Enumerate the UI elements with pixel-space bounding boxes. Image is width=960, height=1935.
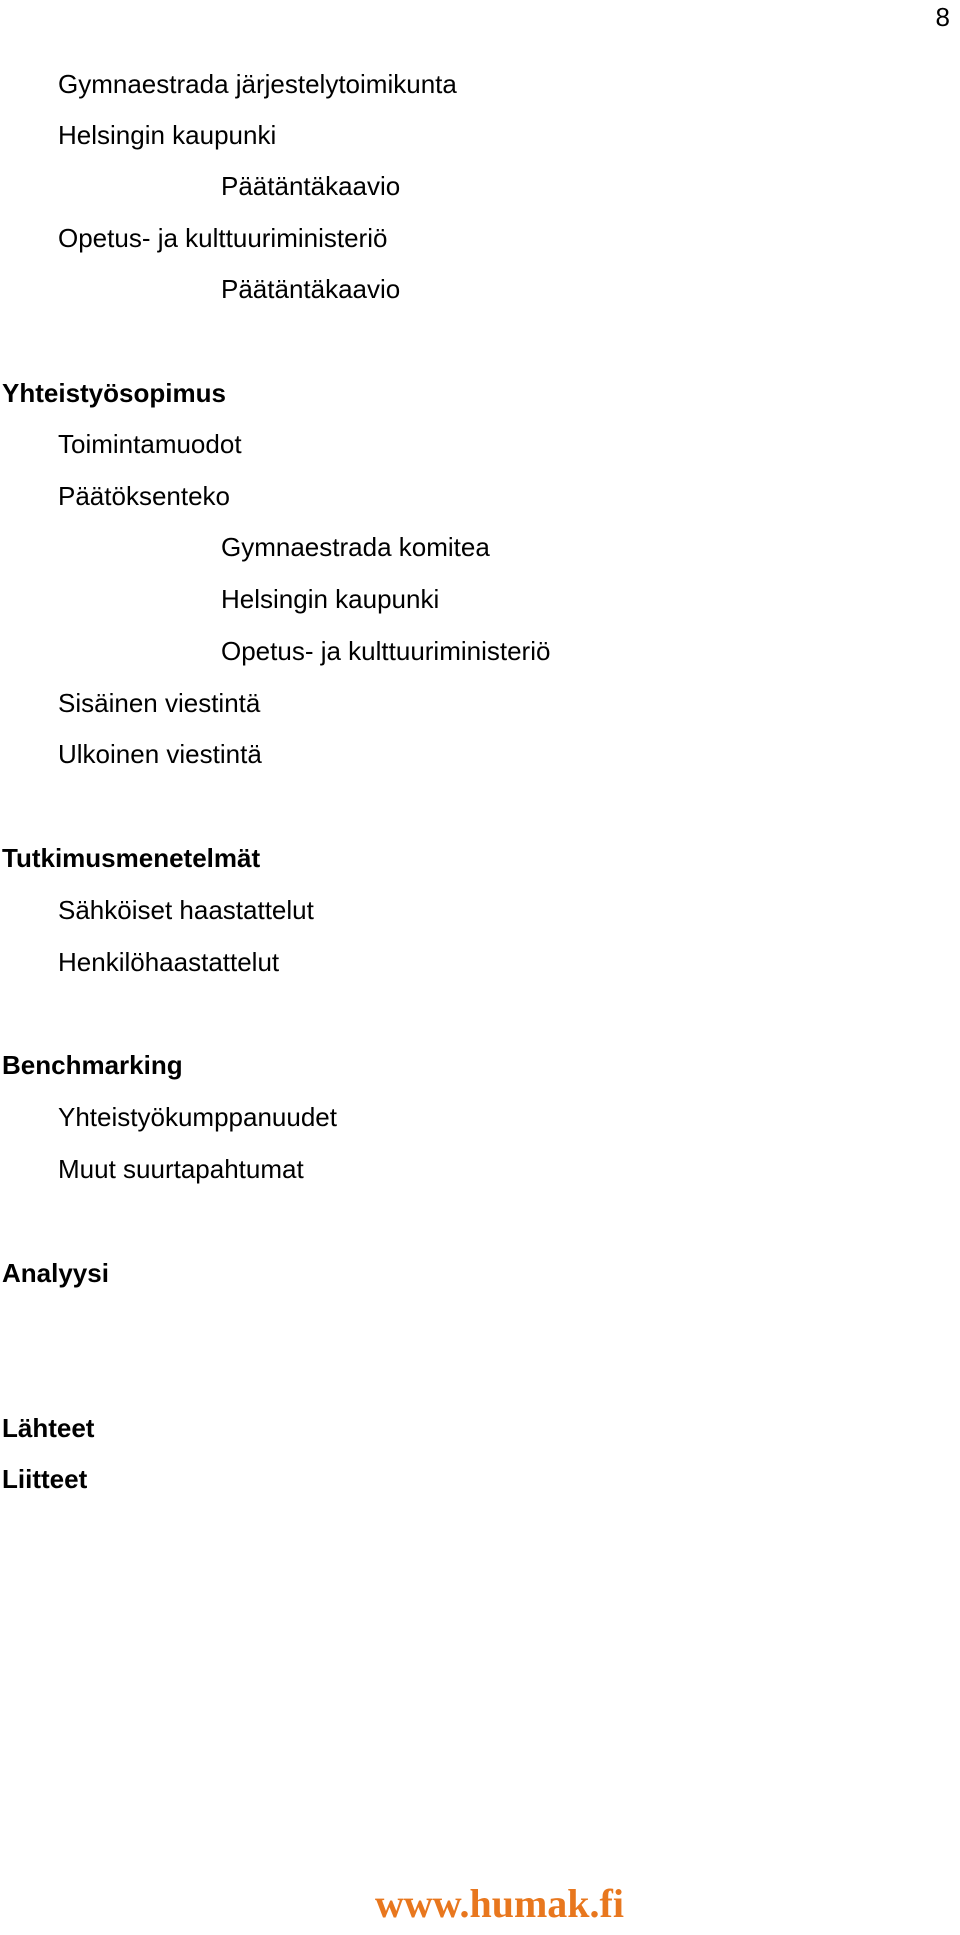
toc-entry-partnerships: Yhteistyökumppanuudet [58,1102,337,1132]
toc-entry-internal-communication: Sisäinen viestintä [58,688,261,718]
toc-entry-ministry: Opetus- ja kulttuuriministeriö [58,223,388,253]
toc-heading-benchmarking: Benchmarking [2,1050,183,1080]
toc-heading-cooperation-agreement: Yhteistyösopimus [2,378,226,408]
toc-entry-helsinki-city: Helsingin kaupunki [58,120,277,150]
toc-entry-gymnaestrada-committee: Gymnaestrada komitea [221,532,490,562]
toc-heading-appendices: Liitteet [2,1464,88,1494]
toc-entry-decision-chart: Päätäntäkaavio [221,274,401,304]
toc-entry-gymnaestrada-org: Gymnaestrada järjestelytoimikunta [58,69,457,99]
footer-website-link[interactable]: www.humak.fi [375,1881,624,1926]
toc-entry-external-communication: Ulkoinen viestintä [58,739,262,769]
toc-heading-analysis: Analyysi [2,1258,109,1288]
toc-entry-ministry: Opetus- ja kulttuuriministeriö [221,636,551,666]
page-number: 8 [935,2,950,32]
toc-entry-decision-making: Päätöksenteko [58,481,231,511]
toc-entry-electronic-interviews: Sähköiset haastattelut [58,895,314,925]
toc-entry-operating-models: Toimintamuodot [58,429,242,459]
toc-entry-personal-interviews: Henkilöhaastattelut [58,947,280,977]
toc-entry-helsinki-city: Helsingin kaupunki [221,584,440,614]
toc-heading-sources: Lähteet [2,1413,95,1443]
toc-entry-decision-chart: Päätäntäkaavio [221,171,401,201]
toc-heading-research-methods: Tutkimusmenetelmät [2,843,261,873]
toc-entry-other-major-events: Muut suurtapahtumat [58,1154,304,1184]
